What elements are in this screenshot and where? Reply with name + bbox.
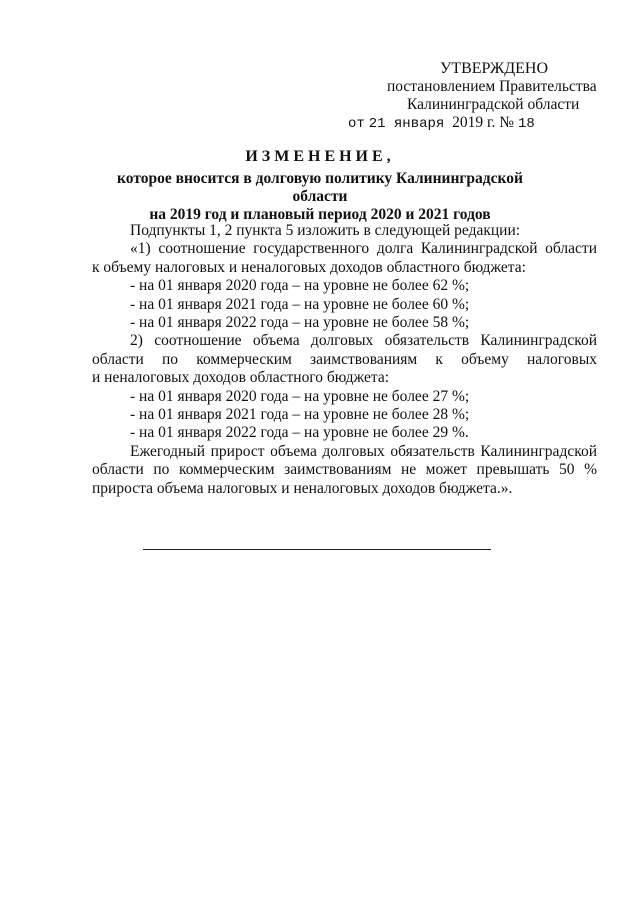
list-item: - на 01 января 2022 года – на уровне не более 58 %; — [130, 314, 470, 332]
approval-number: 18 — [517, 116, 535, 132]
list-item: - на 01 января 2021 года – на уровне не более 60 %; — [130, 295, 470, 313]
approval-year: 2019 г. № — [452, 114, 515, 131]
list-item: - на 01 января 2020 года – на уровне не более 27 %; — [130, 387, 470, 405]
closing-line-2: области по коммерческим заимствованиям не может превышать 50 % — [92, 461, 597, 479]
intro-paragraph: Подпункты 1, 2 пункта 5 изложить в следующей редакции: — [130, 222, 521, 239]
title-line-3: на 2019 год и плановый период 2020 и 2021 годов — [149, 206, 491, 223]
point-1-line-2: к объему налоговых и неналоговых доходов областного бюджета: — [92, 258, 526, 276]
approval-stamp — [340, 60, 597, 133]
point-2-line-3: и неналоговых доходов областного бюджета: — [92, 369, 390, 387]
approval-heading: УТВЕРЖДЕНО — [440, 60, 549, 77]
title-heading: ИЗМЕНЕНИЕ, — [245, 148, 395, 165]
approval-date-prefix: от — [348, 116, 365, 132]
point-2-line-1: 2) соотношение объема долговых обязательств Калининградской — [130, 332, 597, 350]
approval-resolution: постановлением Правительства — [387, 78, 597, 95]
closing-line-1: Ежегодный прирост объема долговых обязательств Калининградской — [130, 442, 597, 460]
point-2-line-2: области по коммерческим заимствованиям к объему налоговых — [92, 350, 597, 368]
end-divider-line — [143, 549, 491, 550]
closing-line-3: прироста объема налоговых и неналоговых доходов бюджета.». — [92, 479, 513, 497]
document-title — [90, 148, 550, 224]
point-1-line-1: «1) соотношение государственного долга Калининградской области — [130, 240, 597, 258]
approval-region: Калининградской области — [407, 96, 580, 113]
list-item: - на 01 января 2021 года – на уровне не более 28 %; — [130, 406, 470, 424]
title-line-2: которое вносится в долговую политику Калининградской области — [117, 170, 523, 205]
approval-date: 21 января — [368, 116, 445, 132]
document-body — [92, 222, 597, 498]
approval-date-line — [340, 114, 580, 133]
list-item: - на 01 января 2020 года – на уровне не более 62 %; — [130, 277, 470, 295]
list-item: - на 01 января 2022 года – на уровне не более 29 %. — [130, 424, 469, 442]
